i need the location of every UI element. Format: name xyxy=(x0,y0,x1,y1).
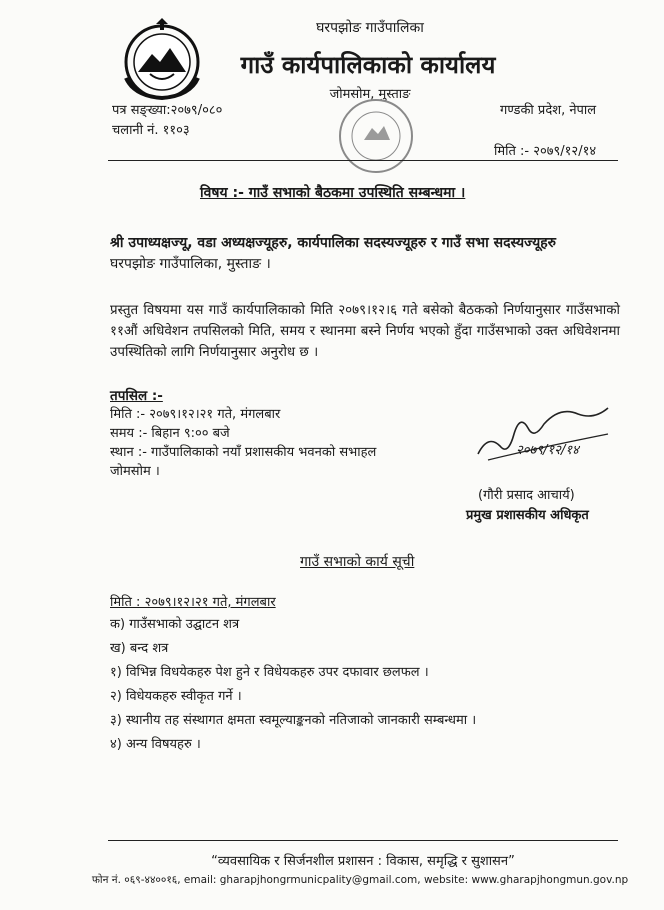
agenda-item: ३) स्थानीय तह संस्थागत क्षमता स्वमूल्याङ्कनको नतिजाको जानकारी सम्बन्धमा । xyxy=(110,713,477,728)
subject-line: विषय :- गाउँ सभाको बैठकमा उपस्थिति सम्बन्धमा । xyxy=(200,185,466,201)
letter-date: मिति :- २०७९/१२/१४ xyxy=(494,144,597,159)
signature-date: २०७९/१२/१४ xyxy=(516,443,579,458)
handwritten-signature xyxy=(468,394,618,474)
agenda-item: १) विभिन्न विधयेकहरु पेश हुने र विधेयकहरु उपर दफावार छलफल । xyxy=(110,665,429,680)
agenda-item: ४) अन्य विषयहरु । xyxy=(110,737,201,752)
meeting-date: मिति :- २०७९।१२।२१ गते, मंगलबार xyxy=(110,407,281,422)
meeting-place: स्थान :- गाउँपालिकाको नयाँ प्रशासकीय भवनको सभाहल xyxy=(110,445,377,460)
meeting-time: समय :- बिहान ९:०० बजे xyxy=(110,426,230,441)
signer-title: प्रमुख प्रशासकीय अधिकृत xyxy=(466,508,589,523)
agenda-item: क) गाउँसभाको उद्घाटन शत्र xyxy=(110,617,240,632)
local-level-name: घरपझोङ गाउँपालिका xyxy=(316,20,424,36)
nepal-emblem-icon xyxy=(120,18,204,102)
header-divider xyxy=(108,160,618,161)
province-name: गण्डकी प्रदेश, नेपाल xyxy=(500,103,597,118)
letter-body: प्रस्तुत विषयमा यस गाउँ कार्यपालिकाको मिति २०७९।१२।६ गते बसेको बैठकको निर्णयानुसार गाउँसभाको ११औं अधिवेशन तपसिलको मिति, समय र स्थानमा बस्ने निर्णय भएको हुँदा गाउँसभाको उक्त अधिवेशनमा उपस्थितिको लागि निर्णयानुसार अनुरोध छ । xyxy=(110,303,620,360)
footer-motto: “व्यवसायिक र सिर्जनशील प्रशासन : विकास, समृद्धि र सुशासन” xyxy=(211,854,515,869)
signer-name: (गौरी प्रसाद आचार्य) xyxy=(478,488,575,503)
footer-divider xyxy=(108,840,618,841)
addressee-line: श्री उपाध्यक्षज्यू, वडा अध्यक्षज्यूहरु, कार्यपालिका सदस्यज्यूहरु र गाउँ सभा सदस्यज्यूहरु xyxy=(110,235,556,251)
meeting-place-location: जोमसोम । xyxy=(110,464,160,479)
agenda-list xyxy=(110,613,476,757)
details-heading: तपसिल :- xyxy=(110,388,163,404)
agenda-title: गाउँ सभाको कार्य सूची xyxy=(300,554,415,570)
office-stamp-icon xyxy=(336,96,416,176)
agenda-item: ख) बन्द शत्र xyxy=(110,641,169,656)
agenda-date: मिति : २०७९।१२।२१ गते, मंगलबार xyxy=(110,595,276,610)
dispatch-number: चलानी नं. ११०३ xyxy=(112,123,190,138)
meeting-details xyxy=(110,405,376,481)
office-address: जोमसोम, मुस्ताङ xyxy=(329,87,411,102)
office-title: गाउँ कार्यपालिकाको कार्यालय xyxy=(240,51,496,79)
agenda-item: २) विधेयकहरु स्वीकृत गर्ने । xyxy=(110,689,242,704)
addressee-location: घरपझोङ गाउँपालिका, मुस्ताङ । xyxy=(110,256,271,272)
reference-number: पत्र सङ्ख्या:२०७९/०८० xyxy=(112,103,223,118)
footer-contact: फोन नं. ०६९-४४००१६, email: gharapjhongrmunicpality@gmail.com, website: www.gharapjhongmun.gov.np xyxy=(91,874,629,886)
